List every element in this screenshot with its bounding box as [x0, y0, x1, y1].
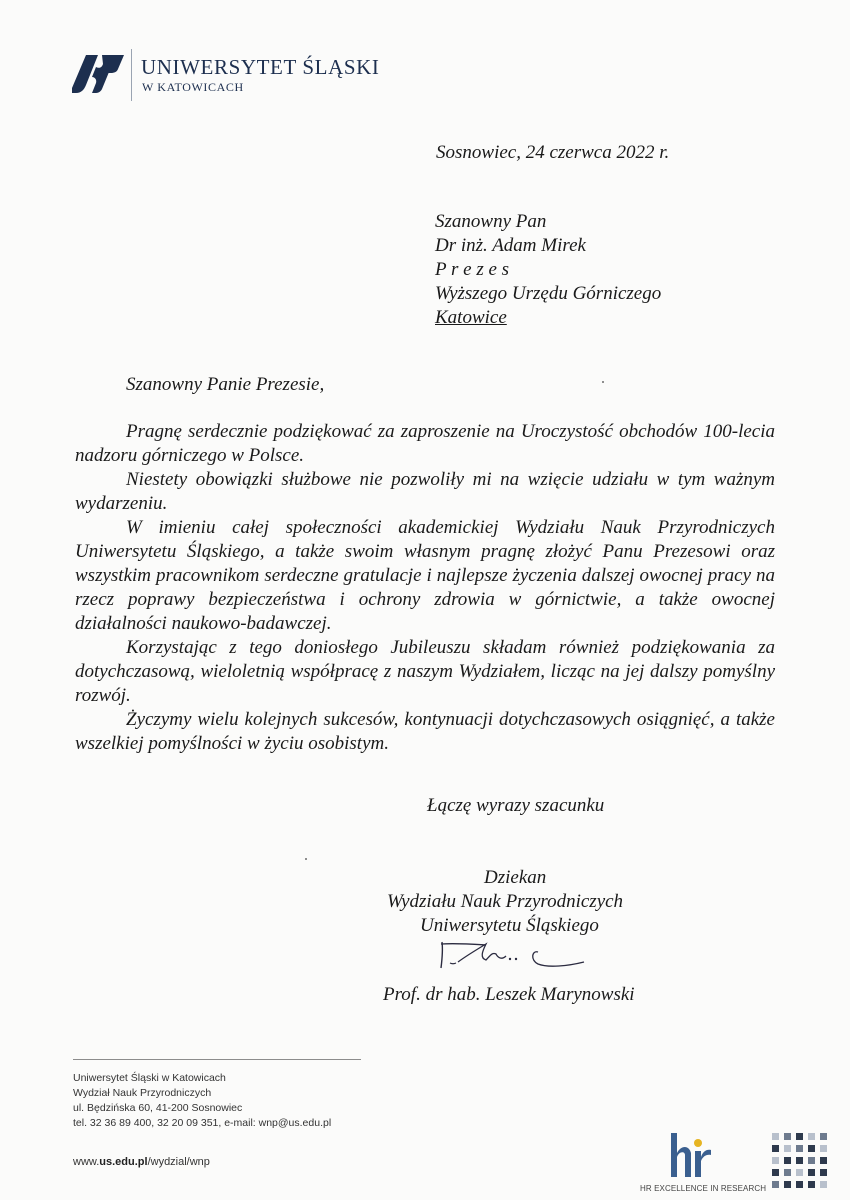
- website-path: /wydzial/wnp: [147, 1156, 210, 1168]
- addressee-line: Dr inż. Adam Mirek: [435, 235, 586, 256]
- addressee-line: P r e z e s: [435, 259, 510, 280]
- addressee-line: Wyższego Urzędu Górniczego: [435, 283, 662, 304]
- hr-excellence-logo-icon: [667, 1133, 713, 1177]
- scan-speck: [305, 858, 307, 860]
- addressee-city: Katowice: [435, 307, 507, 328]
- body-paragraph: Życzymy wielu kolejnych sukcesów, kontynuacji dotychczasowych osiągnięć, a także wszelkiej pomyślności w życiu osobistym.: [75, 709, 775, 754]
- handwritten-signature: [436, 938, 586, 976]
- signatory-faculty: Wydziału Nauk Przyrodniczych: [387, 891, 624, 912]
- footer-divider: [73, 1059, 361, 1060]
- scan-speck: [602, 381, 604, 383]
- letter-closing: Łączę wyrazy szacunku: [427, 795, 605, 816]
- footer-contact: tel. 32 36 89 400, 32 20 09 351, e-mail: wnp@us.edu.pl: [73, 1117, 332, 1129]
- body-paragraph: Niestety obowiązki służbowe nie pozwoliły mi na wzięcie udziału w tym ważnym wydarzeniu.: [75, 469, 775, 514]
- letter-date: Sosnowiec, 24 czerwca 2022 r.: [436, 142, 670, 163]
- us-logo-icon: [72, 55, 124, 93]
- logo-divider: [131, 49, 132, 101]
- letter-body: [75, 420, 775, 756]
- signatory-title: Dziekan: [484, 867, 547, 888]
- pixel-grid-logo-icon: [772, 1133, 834, 1195]
- addressee-line: Szanowny Pan: [435, 211, 547, 232]
- body-paragraph: Pragnę serdecznie podziękować za zaproszenie na Uroczystość obchodów 100-lecia nadzoru górniczego w Polsce.: [75, 421, 775, 466]
- body-paragraph: W imieniu całej społeczności akademickiej Wydziału Nauk Przyrodniczych Uniwersytetu Śląskiego, a także swoim własnym pragnę złożyć Panu Prezesowi oraz wszystkim pracownikom serdeczne gratulacje i najlepsze życzenia dalszej owocnej pracy na rzecz poprawy bezpieczeństwa i ochrony zdrowia w górnictwie, a także owocnej działalności naukowo-badawczej.: [75, 517, 775, 634]
- body-paragraph: Korzystając z tego doniosłego Jubileuszu składam również podziękowania za dotychczasową, wieloletnią współpracę z naszym Wydziałem, licząc na jej dalszy pomyślny rozwój.: [75, 637, 775, 706]
- hr-excellence-label: HR EXCELLENCE IN RESEARCH: [640, 1184, 767, 1193]
- footer-address: ul. Będzińska 60, 41-200 Sosnowiec: [73, 1102, 243, 1114]
- website-prefix: www.: [73, 1156, 100, 1168]
- university-city: W KATOWICACH: [142, 80, 244, 94]
- university-name: UNIWERSYTET ŚLĄSKI: [141, 55, 380, 79]
- signatory-university: Uniwersytetu Śląskiego: [420, 915, 599, 936]
- letter-salutation: Szanowny Panie Prezesie,: [126, 374, 325, 395]
- website-domain: us.edu.pl: [99, 1156, 148, 1168]
- signatory-name: Prof. dr hab. Leszek Marynowski: [383, 984, 635, 1005]
- addressee-block: [435, 210, 661, 330]
- footer-website[interactable]: [73, 1155, 210, 1170]
- footer-university: Uniwersytet Śląski w Katowicach: [73, 1072, 226, 1084]
- footer-faculty: Wydział Nauk Przyrodniczych: [73, 1087, 212, 1099]
